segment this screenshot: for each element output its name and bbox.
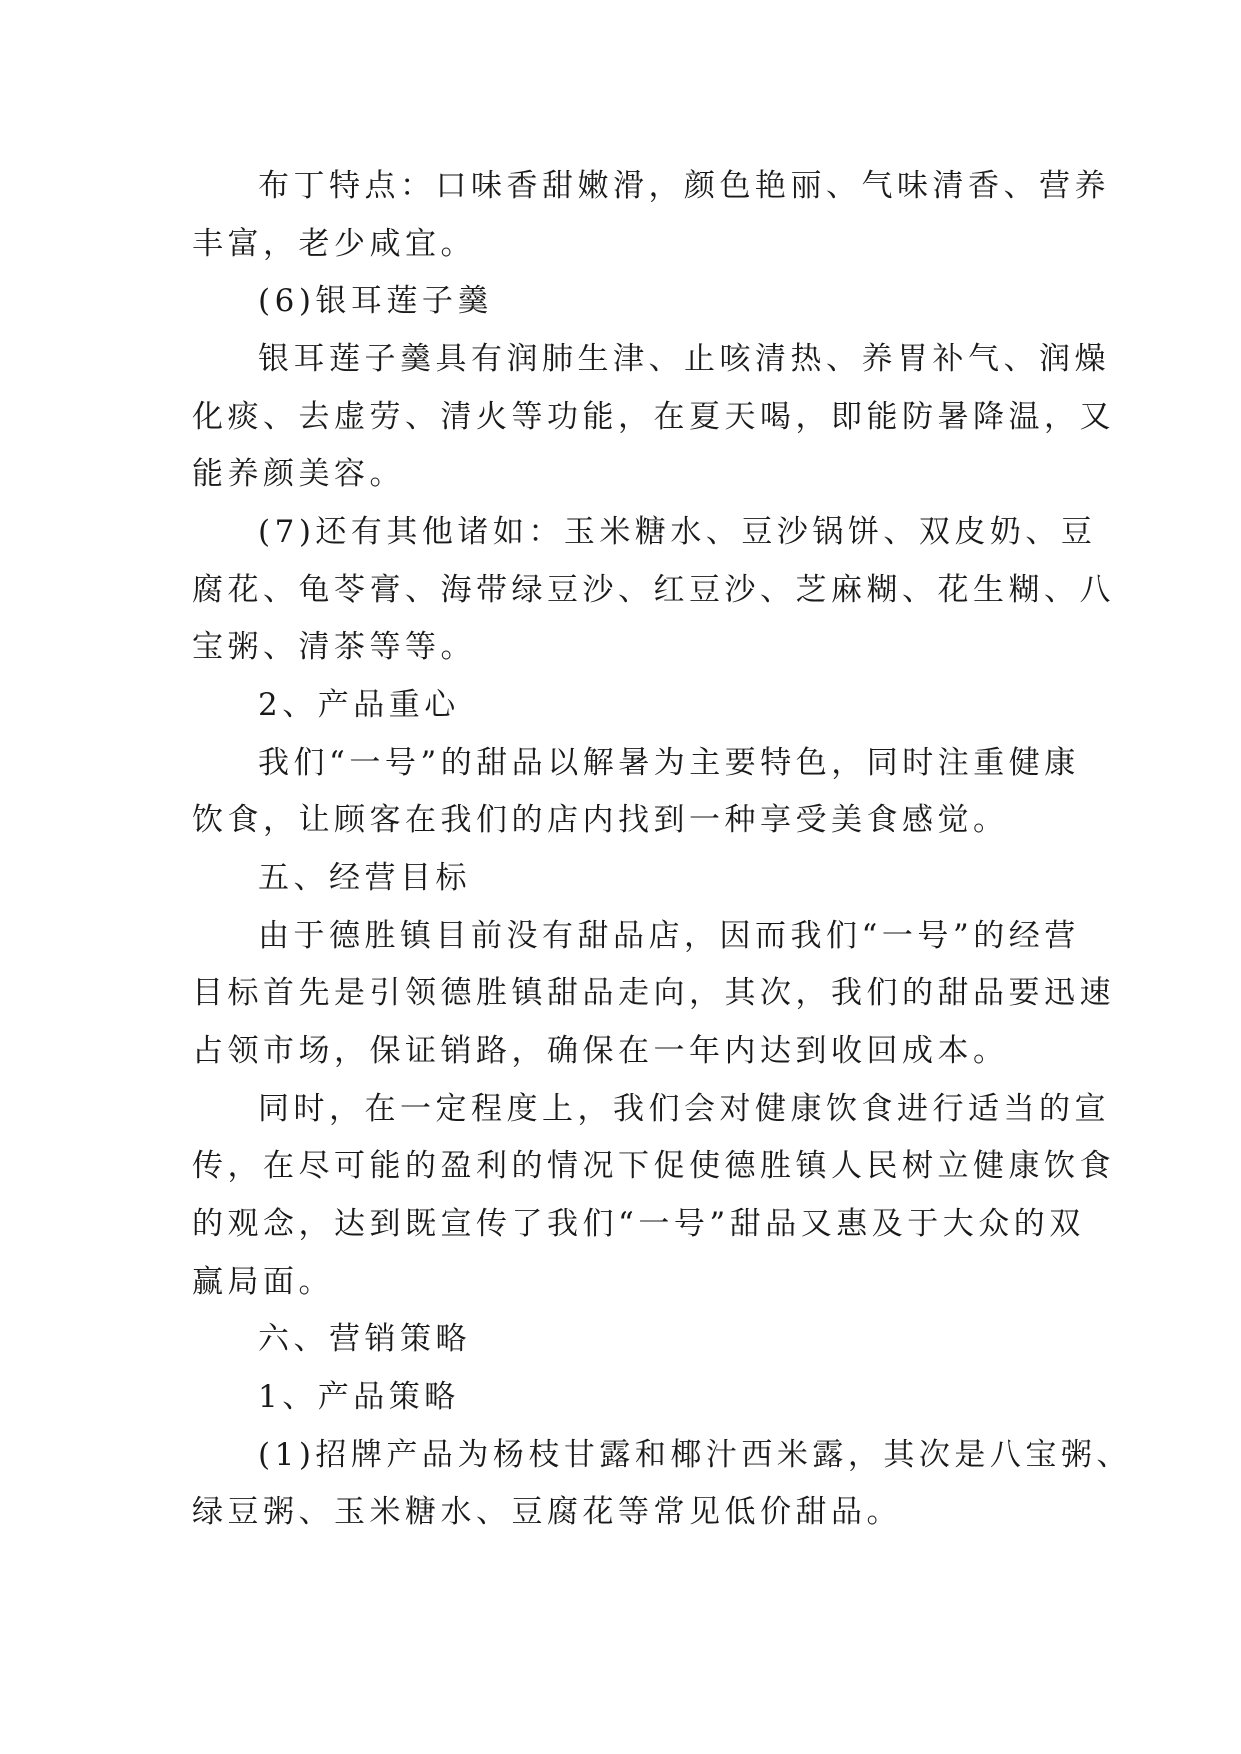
text-line: 由于德胜镇目前没有甜品店，因而我们“一号”的经营	[258, 918, 1080, 954]
text-line: (1)招牌产品为杨枝甘露和椰汁西米露，其次是八宝粥、	[258, 1437, 1132, 1473]
text-line: (6)银耳莲子羹	[258, 283, 493, 319]
text-line: 同时，在一定程度上，我们会对健康饮食进行适当的宣	[258, 1091, 1110, 1127]
text-line: 能养颜美容。	[192, 456, 405, 492]
text-line: 绿豆粥、玉米糖水、豆腐花等常见低价甜品。	[192, 1494, 902, 1530]
text-line: 丰富，老少咸宜。	[192, 226, 476, 262]
text-line: 银耳莲子羹具有润肺生津、止咳清热、养胃补气、润燥	[258, 341, 1110, 377]
section-heading: 1、产品策略	[258, 1379, 460, 1415]
text-line: 赢局面。	[192, 1264, 334, 1300]
text-line: 目标首先是引领德胜镇甜品走向，其次，我们的甜品要迅速	[192, 975, 1115, 1011]
text-line: 腐花、龟苓膏、海带绿豆沙、红豆沙、芝麻糊、花生糊、八	[192, 572, 1115, 608]
text-line: 的观念，达到既宣传了我们“一号”甜品又惠及于大众的双	[192, 1206, 1085, 1242]
section-heading: 五、经营目标	[258, 860, 471, 896]
text-line: 占领市场，保证销路，确保在一年内达到收回成本。	[192, 1033, 1009, 1069]
text-line: 布丁特点：口味香甜嫩滑，颜色艳丽、气味清香、营养	[258, 168, 1110, 204]
text-line: 传，在尽可能的盈利的情况下促使德胜镇人民树立健康饮食	[192, 1148, 1115, 1184]
section-heading: 六、营销策略	[258, 1321, 471, 1357]
text-line: (7)还有其他诸如：玉米糖水、豆沙锅饼、双皮奶、豆	[258, 514, 1097, 550]
text-line: 我们“一号”的甜品以解暑为主要特色，同时注重健康	[258, 745, 1080, 781]
text-line: 化痰、去虚劳、清火等功能，在夏天喝，即能防暑降温，又	[192, 399, 1115, 435]
text-line: 饮食，让顾客在我们的店内找到一种享受美食感觉。	[192, 802, 1009, 838]
text-line: 宝粥、清茶等等。	[192, 629, 476, 665]
section-heading: 2、产品重心	[258, 687, 460, 723]
